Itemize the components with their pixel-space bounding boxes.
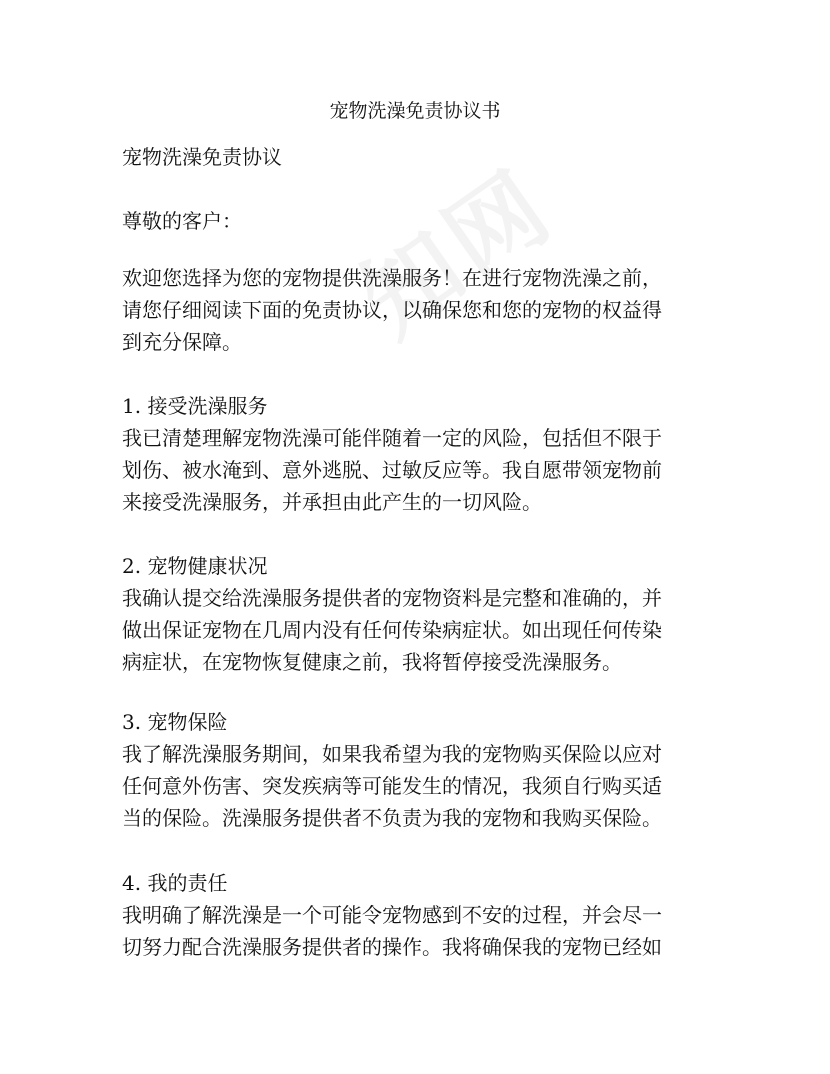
- section-line: 做出保证宠物在几周内没有任何传染病症状。如出现任何传染: [122, 618, 662, 642]
- section-line: 来接受洗澡服务，并承担由此产生的一切风险。: [122, 490, 542, 514]
- section-line: 我已清楚理解宠物洗澡可能伴随着一定的风险，包括但不限于: [122, 426, 662, 450]
- section-4: [122, 867, 722, 963]
- document-subtitle: [122, 141, 722, 173]
- section-line: 我了解洗澡服务期间，如果我希望为我的宠物购买保险以应对: [122, 742, 662, 766]
- section-line: 切努力配合洗澡服务提供者的操作。我将确保我的宠物已经如: [122, 935, 662, 959]
- section-heading: 4. 我的责任: [122, 871, 228, 895]
- intro-line: 到充分保障。: [122, 330, 242, 354]
- section-line: 我明确了解洗澡是一个可能令宠物感到不安的过程，并会尽一: [122, 903, 662, 927]
- section-line: 病症状，在宠物恢复健康之前，我将暂停接受洗澡服务。: [122, 650, 622, 674]
- subtitle-line: 宠物洗澡免责协议: [122, 145, 282, 169]
- section-2: [122, 550, 722, 678]
- document-title: 宠物洗澡免责协议书: [329, 100, 501, 122]
- section-line: 任何意外伤害、突发疾病等可能发生的情况，我须自行购买适: [122, 774, 662, 798]
- intro-line: 欢迎您选择为您的宠物提供洗澡服务！在进行宠物洗澡之前，: [122, 266, 662, 290]
- greeting: [122, 205, 722, 237]
- section-3: [122, 706, 722, 834]
- section-line: 当的保险。洗澡服务提供者不负责为我的宠物和我购买保险。: [122, 806, 662, 830]
- intro-line: 请您仔细阅读下面的免责协议，以确保您和您的宠物的权益得: [122, 298, 662, 322]
- section-line: 我确认提交给洗澡服务提供者的宠物资料是完整和准确的，并: [122, 586, 662, 610]
- section-line: 划伤、被水淹到、意外逃脱、过敏反应等。我自愿带领宠物前: [122, 458, 662, 482]
- greeting-line: 尊敬的客户：: [122, 209, 242, 233]
- section-heading: 3. 宠物保险: [122, 710, 228, 734]
- intro-paragraph: [122, 262, 722, 358]
- section-heading: 2. 宠物健康状况: [122, 554, 268, 578]
- section-1: [122, 390, 722, 518]
- section-heading: 1. 接受洗澡服务: [122, 394, 268, 418]
